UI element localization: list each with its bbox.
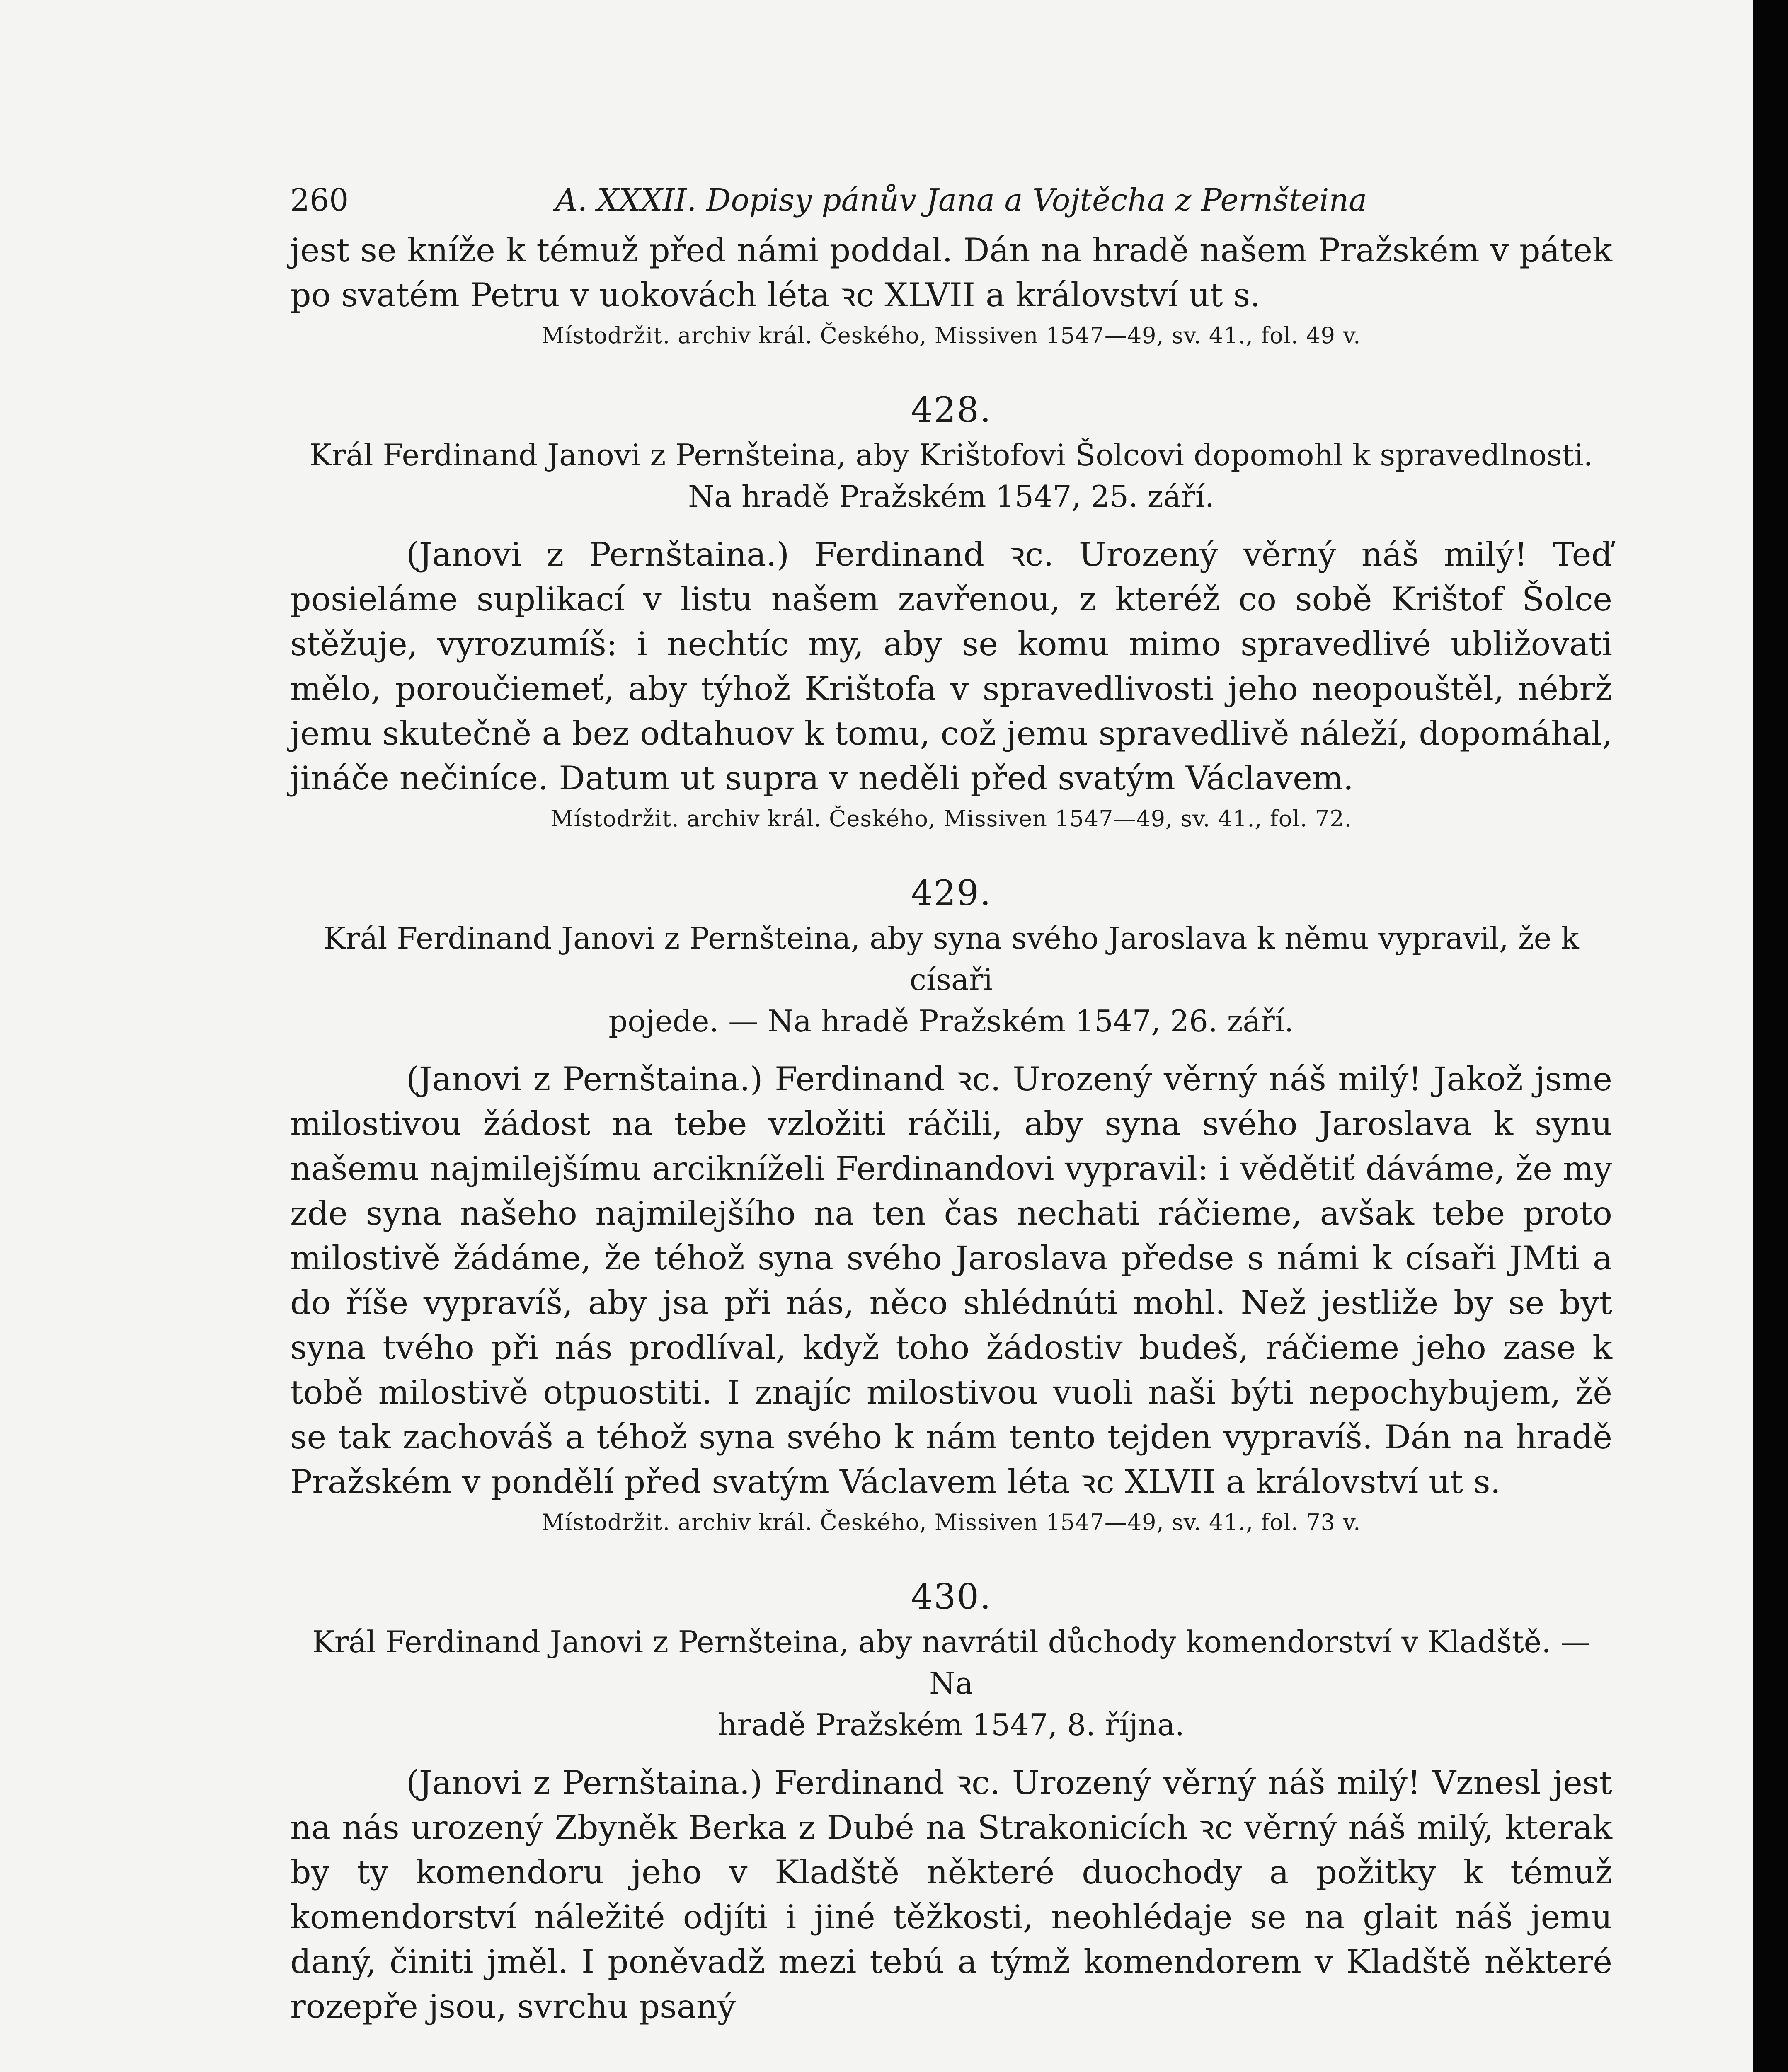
document-text: (Janovi z Pernštaina.) Ferdinand ꝛc. Urozený věrný náš milý! Teď posieláme suplikací v listu našem zavřenou, z kteréž co sobě Krištof Šolce stěžuje, vyrozumíš: i nechtíc my, aby se komu mimo spravedlivé ubližovati mělo, poroučiemeť, aby týhož Krištofa v spravedlivosti jeho neopouštěl, nébrž jemu skutečně a bez odtahuov k tomu, což jemu spravedlivě náleží, dopomáhal, jináče nečiníce. Datum ut supra v neděli před svatým Václavem. (290, 535, 1612, 797)
continuation-paragraph: jest se kníže k témuž před námi poddal. Dán na hradě našem Pražském v pátek po svatém Petru v uokovách léta ꝛc XLVII a království ut s. (290, 231, 1612, 314)
regest-line: pojede. — Na hradě Pražském 1547, 26. září. (608, 1004, 1294, 1038)
archive-source: Místodržit. archiv král. Českého, Missiven 1547—49, sv. 41., fol. 49 v. (541, 322, 1361, 349)
regest-line: Král Ferdinand Janovi z Pernšteina, aby syna svého Jaroslava k němu vypravil, že k císaři (323, 921, 1579, 997)
regest-line: Na hradě Pražském 1547, 25. září. (688, 479, 1214, 514)
document-text: (Janovi z Pernštaina.) Ferdinand ꝛc. Urozený věrný náš milý! Vznesl jest na nás urozený Zbyněk Berka z Dubé na Strakonicích ꝛc věrný náš milý, kterak by ty komendoru jeho v Kladště některé duochody a požitky k témuž komendorství náležité odjíti i jiné těžkosti, neohlédaje se na glait náš jemu daný, činiti jměl. I poněvadž mezi tebú a týmž komendorem v Kladště některé rozepře jsou, svrchu psaný (290, 1764, 1612, 2026)
document-number: 428. (911, 390, 992, 430)
page-number: 260 (290, 182, 349, 218)
document-428 (290, 390, 1612, 835)
running-title: A. XXXII. Dopisy pánův Jana a Vojtěcha z Pernšteina (555, 182, 1367, 218)
regest-line: hradě Pražském 1547, 8. října. (718, 1707, 1185, 1742)
page-content (290, 182, 1612, 2029)
document-429 (290, 873, 1612, 1539)
archive-source: Místodržit. archiv král. Českého, Missiven 1547—49, sv. 41., fol. 72. (550, 806, 1352, 832)
document-text: (Janovi z Pernštaina.) Ferdinand ꝛc. Urozený věrný náš milý! Jakož jsme milostivou žádost na tebe vzložiti ráčili, aby syna svého Jaroslava k synu našemu najmilejšímu arcikníželi Ferdinandovi vypravil: i vědětiť dáváme, že my zde syna našeho najmilejšího na ten čas nechati ráčieme, avšak tebe proto milostivě žádáme, že téhož syna svého Jaroslava předse s námi k císaři JMti a do říše vypravíš, aby jsa při nás, něco shlédnúti mohl. Než jestliže by se byt syna tvého při nás prodlíval, když toho žádostiv budeš, ráčieme jeho zase k tobě milostivě otpuostiti. I znajíc milostivou vuoli naši býti nepochybujem, žě se tak zachováš a téhož syna svého k nám tento tejden vypravíš. Dán na hradě Pražském v pondělí před svatým Václavem léta ꝛc XLVII a království ut s. (290, 1060, 1612, 1501)
document-regest (290, 917, 1612, 1042)
page-header (290, 182, 1612, 228)
document-regest (290, 434, 1612, 517)
regest-line: Král Ferdinand Janovi z Pernšteina, aby Krištofovi Šolcovi dopomohl k spravedlnosti. (309, 438, 1593, 472)
regest-line: Král Ferdinand Janovi z Pernšteina, aby navrátil důchody komendorství v Kladště. — Na (312, 1624, 1591, 1701)
archive-source: Místodržit. archiv král. Českého, Missiven 1547—49, sv. 41., fol. 73 v. (541, 1509, 1361, 1535)
document-regest (290, 1621, 1612, 1745)
document-number: 430. (911, 1576, 992, 1617)
document-number: 429. (911, 873, 992, 913)
scan-border (1753, 0, 1788, 2072)
document-430 (290, 1576, 1612, 2029)
